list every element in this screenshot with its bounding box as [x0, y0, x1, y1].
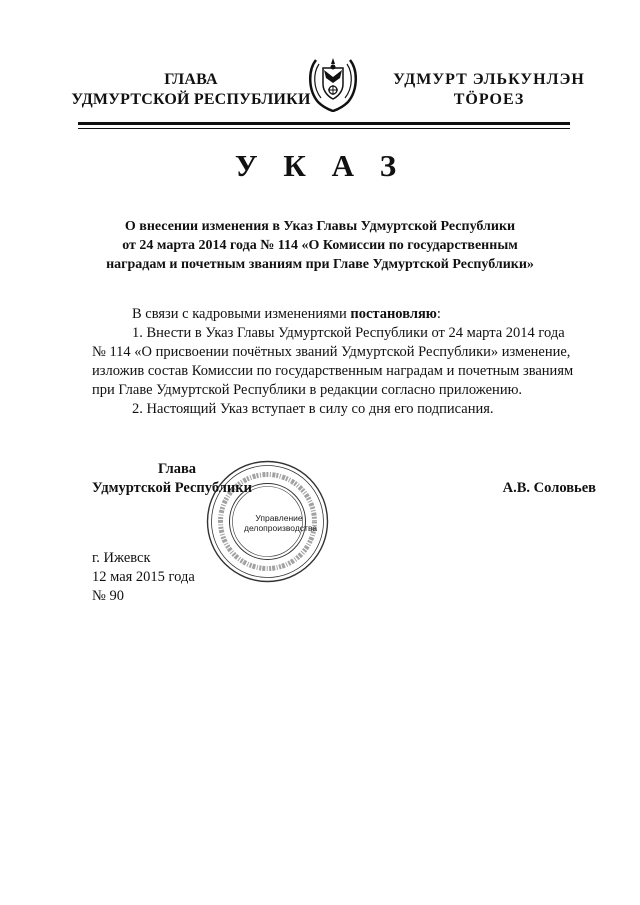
place-city: г. Ижевск [92, 550, 151, 566]
coat-of-arms-icon [304, 50, 362, 112]
document-date: 12 мая 2015 года [92, 569, 195, 585]
stamp-center-text [244, 513, 318, 533]
subject-line: О внесении изменения в Указ Главы Удмуртской Республики [124, 219, 516, 234]
subject-line: наградам и почетным званиям при Главе Удмуртской Республики» [106, 257, 534, 272]
signature-title [92, 460, 292, 498]
document-subject [80, 217, 560, 274]
header-left-line2: УДМУРТСКОЙ РЕСПУБЛИКИ [71, 91, 311, 108]
subject-line: от 24 марта 2014 года № 114 «О Комиссии по государственным [122, 238, 518, 253]
header-rule-thin [78, 128, 570, 129]
place-date-block [92, 549, 195, 606]
signature-title-line2: Удмуртской Республики [92, 480, 252, 496]
signature-title-line1: Глава [158, 461, 197, 477]
header-left [60, 70, 322, 110]
stamp-line: делопроизводства [244, 523, 318, 533]
item1-line: 1. Внести в Указ Главы Удмуртской Республики от 24 марта 2014 года [132, 325, 565, 341]
item1-line: № 114 «О присвоении почётных званий Удмуртской Республики» изменение, [92, 344, 571, 360]
header-right [384, 70, 594, 110]
header-left-line1: ГЛАВА [164, 71, 218, 88]
header-right-line1: УДМУРТ ЭЛЬКУНЛЭН [393, 71, 585, 88]
item2-line: 2. Настоящий Указ вступает в силу со дня его подписания. [132, 401, 494, 417]
body-intro [92, 305, 592, 324]
intro-keyword: постановляю [350, 306, 437, 322]
document-title: У К А З [234, 148, 406, 183]
signatory-name: А.В. Соловьев [502, 480, 596, 496]
header-right-line2: ТӦРОЕЗ [453, 91, 525, 108]
intro-end: : [436, 306, 441, 322]
header-rule-thick [78, 122, 570, 125]
document-body [92, 305, 592, 419]
intro-text: В связи с кадровыми изменениями [132, 306, 351, 322]
document-number: № 90 [92, 588, 124, 604]
stamp-line: Управление [255, 513, 303, 523]
item1-line: изложив состав Комиссии по государственным наградам и почетным званиям [92, 363, 574, 379]
item1-line: при Главе Удмуртской Республики в редакции согласно приложению. [92, 382, 523, 398]
